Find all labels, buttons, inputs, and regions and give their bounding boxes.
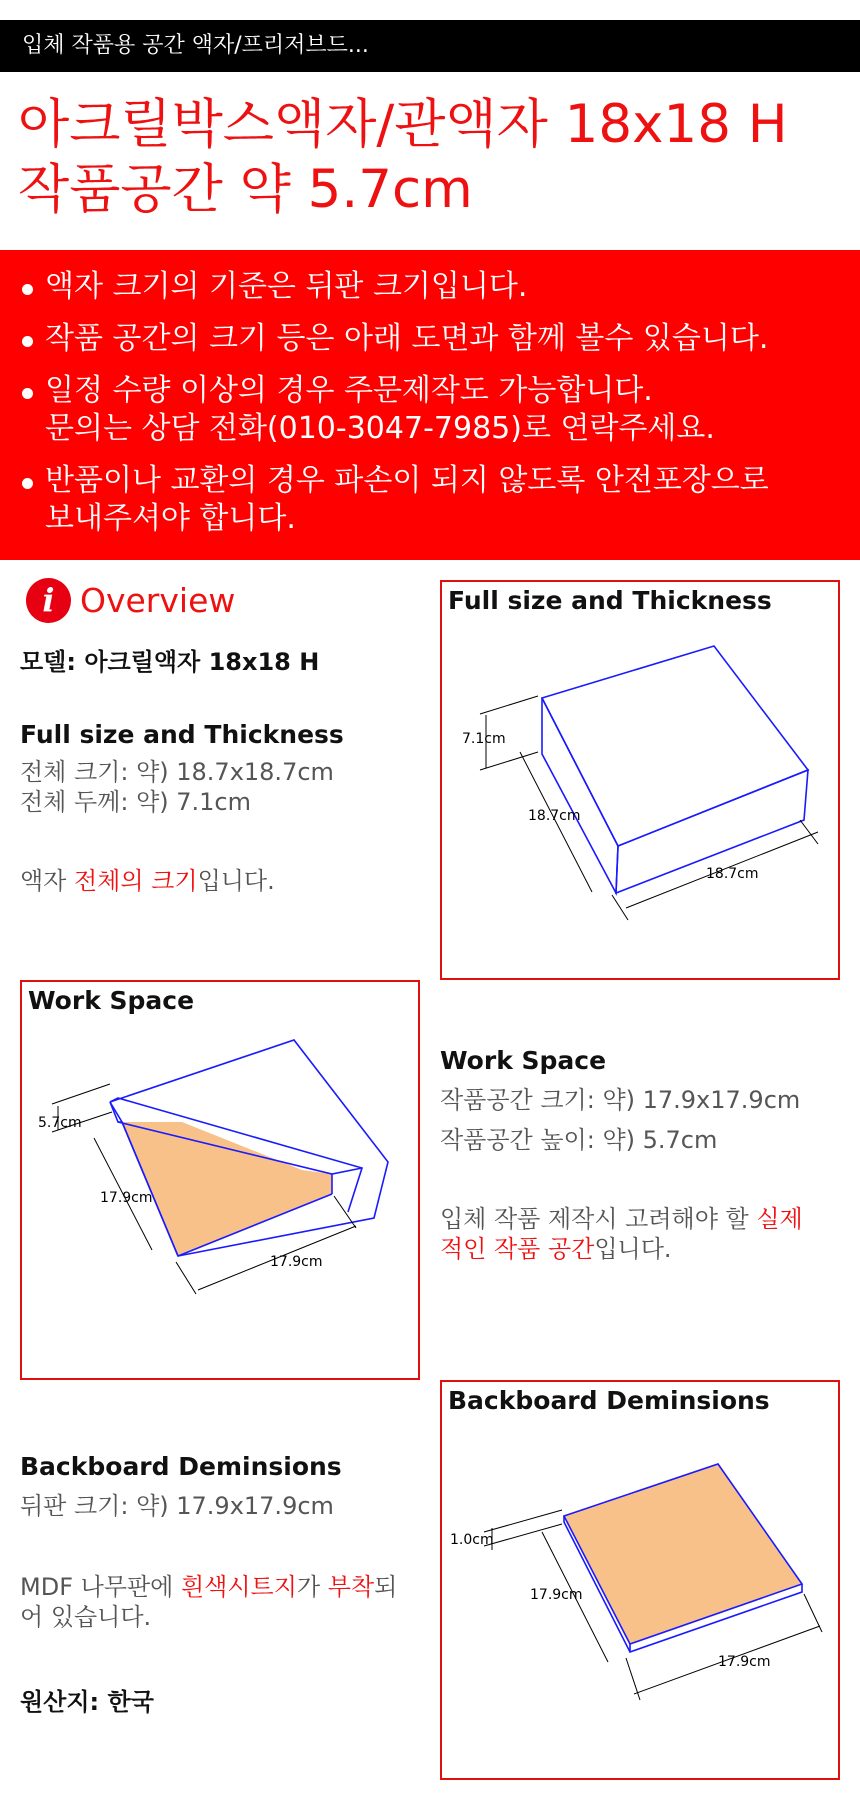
notice-item xyxy=(20,462,838,538)
product-title-line2: 작품공간 약 5.7cm xyxy=(18,159,473,220)
work-space-description xyxy=(440,1204,840,1264)
work-space-diagram xyxy=(20,980,420,1380)
notice-line: 일정 수량 이상의 경우 주문제작도 가능합니다. xyxy=(45,373,653,408)
desc-text: 입니다. xyxy=(594,1235,672,1263)
product-title xyxy=(18,92,848,222)
overview-heading: Overview xyxy=(80,581,236,620)
product-title-line1: 아크릴박스액자/관액자 18x18 H xyxy=(18,94,788,155)
full-size-diagram xyxy=(440,580,840,980)
full-size-description xyxy=(20,866,275,896)
desc-text: MDF 나무판에 xyxy=(20,1573,181,1601)
depth-label: 17.9cm xyxy=(530,1587,583,1603)
backboard-size: 뒤판 크기: 약) 17.9x17.9cm xyxy=(20,1492,334,1520)
backboard-diagram xyxy=(440,1380,840,1780)
desc-highlight: 흰색시트지 xyxy=(181,1573,297,1601)
desc-highlight: 실제 xyxy=(756,1205,803,1233)
desc-highlight: 전체의 크기 xyxy=(74,867,198,895)
width-label: 18.7cm xyxy=(706,866,759,882)
desc-text: 입체 작품 제작시 고려해야 할 xyxy=(440,1205,757,1233)
thickness-label: 1.0cm xyxy=(450,1532,494,1548)
category-text: 입체 작품용 공간 액자/프리저브드... xyxy=(22,33,369,58)
backboard-top xyxy=(564,1464,802,1644)
category-bar xyxy=(0,20,860,72)
work-space-heading: Work Space xyxy=(440,1046,607,1075)
backboard-description xyxy=(20,1572,420,1632)
origin-label: 원산지: 한국 xyxy=(20,1688,154,1716)
diagram-title: Work Space xyxy=(28,986,195,1015)
notice-item xyxy=(20,372,838,448)
model-label: 모델: 아크릴액자 18x18 H xyxy=(20,648,320,676)
desc-text: 되 xyxy=(374,1573,398,1601)
thickness-label: 7.1cm xyxy=(462,731,506,747)
notice-line: 반품이나 교환의 경우 파손이 되지 않도록 안전포장으로 xyxy=(45,463,769,498)
notice-item xyxy=(20,320,838,358)
desc-text: 입니다. xyxy=(197,867,275,895)
info-icon: i xyxy=(26,578,71,623)
depth-label: 18.7cm xyxy=(528,808,581,824)
diagram-title: Backboard Deminsions xyxy=(448,1386,770,1415)
work-space-drawing xyxy=(22,982,418,1378)
full-size-box-drawing xyxy=(442,582,838,978)
notice-panel xyxy=(0,250,860,560)
box-left-face xyxy=(542,698,618,893)
full-size-thickness: 전체 두께: 약) 7.1cm xyxy=(20,788,251,816)
height-label: 5.7cm xyxy=(38,1115,82,1131)
width-label: 17.9cm xyxy=(718,1654,771,1670)
diagram-title: Full size and Thickness xyxy=(448,586,772,615)
backboard-heading: Backboard Deminsions xyxy=(20,1452,342,1481)
desc-text: 가 xyxy=(296,1573,328,1601)
notice-line: 작품 공간의 크기 등은 아래 도면과 함께 볼수 있습니다. xyxy=(45,321,769,356)
full-size-size: 전체 크기: 약) 18.7x18.7cm xyxy=(20,758,334,786)
notice-line: 문의는 상담 전화(010-3047-7985)로 연락주세요. xyxy=(45,411,715,446)
notice-line: 보내주셔야 합니다. xyxy=(45,501,296,536)
desc-highlight: 부착 xyxy=(327,1573,375,1601)
notice-line: 액자 크기의 기준은 뒤판 크기입니다. xyxy=(45,269,528,304)
width-label: 17.9cm xyxy=(270,1254,323,1270)
backboard-drawing xyxy=(442,1382,838,1778)
box-top-face xyxy=(542,646,808,846)
desc-text: 어 있습니다. xyxy=(20,1603,152,1631)
full-size-heading: Full size and Thickness xyxy=(20,720,344,749)
depth-label: 17.9cm xyxy=(100,1190,153,1206)
notice-item xyxy=(20,268,838,306)
desc-highlight: 적인 작품 공간 xyxy=(440,1235,595,1263)
work-space-size: 작품공간 크기: 약) 17.9x17.9cm xyxy=(440,1086,801,1114)
work-space-height: 작품공간 높이: 약) 5.7cm xyxy=(440,1126,718,1154)
desc-text: 액자 xyxy=(20,867,74,895)
